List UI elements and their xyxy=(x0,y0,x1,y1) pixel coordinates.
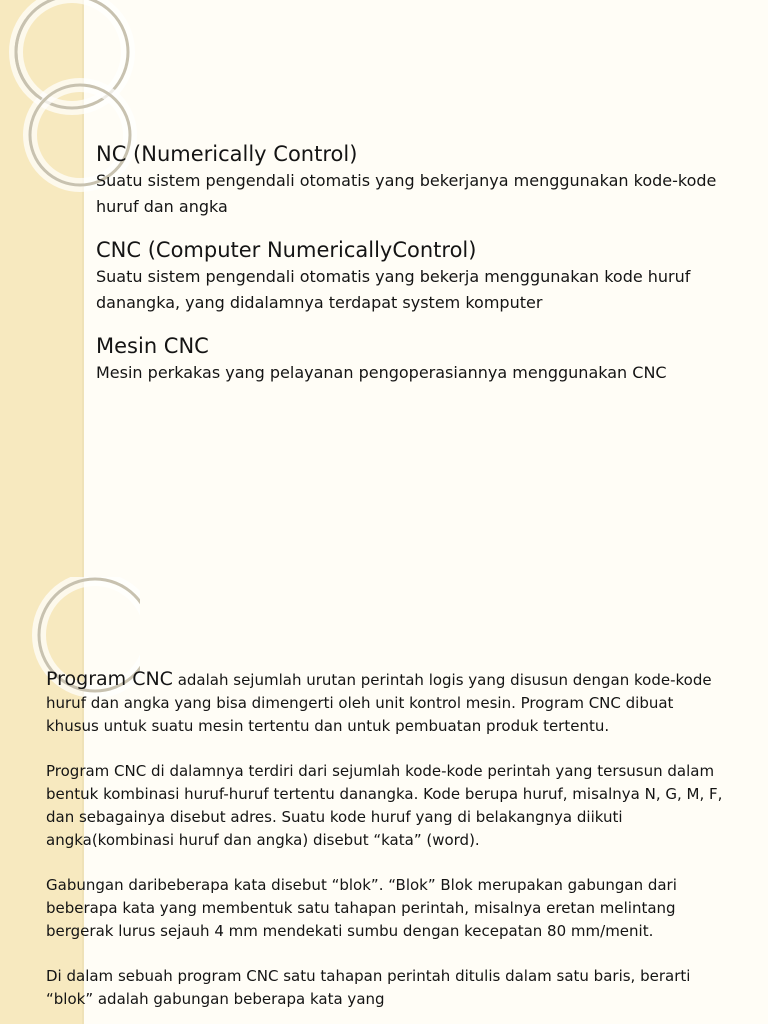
definitions-block xyxy=(96,140,748,402)
definition-heading: NC (Numerically Control) xyxy=(96,142,358,166)
slide-1-side-stripe xyxy=(0,0,84,577)
definition-heading: Mesin CNC xyxy=(96,334,209,358)
definition-description: Suatu sistem pengendali otomatis yang bekerja menggunakan kode huruf danangka, yang didalamnya terdapat system komputer xyxy=(96,267,691,312)
paragraph-1 xyxy=(46,668,728,738)
definition-description: Suatu sistem pengendali otomatis yang bekerjanya menggunakan kode-kode huruf dan angka xyxy=(96,171,717,216)
program-cnc-text xyxy=(46,668,728,1024)
paragraph-lead: Program CNC xyxy=(46,668,173,690)
definition-mesin-cnc xyxy=(96,332,748,386)
paragraph-text: adalah sejumlah urutan perintah logis yang disusun dengan kode-kode huruf dan angka yang bisa dimengerti oleh unit kontrol mesin. Program CNC dibuat khusus untuk suatu mesin tertentu dan untuk pembuatan produk tertentu. xyxy=(46,671,712,735)
definition-cnc xyxy=(96,236,748,316)
definition-nc xyxy=(96,140,748,220)
paragraph-4: Di dalam sebuah program CNC satu tahapan perintah ditulis dalam satu baris, berarti “blok” adalah gabungan beberapa kata yang xyxy=(46,967,691,1008)
paragraph-3: Gabungan daribeberapa kata disebut “blok”. “Blok” Blok merupakan gabungan dari beberapa kata yang membentuk satu tahapan perintah, misalnya eretan melintang bergerak lurus sejauh 4 mm mendekati sumbu dengan kecepatan 80 mm/menit. xyxy=(46,876,677,940)
slide-2 xyxy=(0,577,768,1024)
definition-description: Mesin perkakas yang pelayanan pengoperasiannya menggunakan CNC xyxy=(96,363,667,382)
paragraph-2: Program CNC di dalamnya terdiri dari sejumlah kode-kode perintah yang tersusun dalam bentuk kombinasi huruf-huruf tertentu danangka. Kode berupa huruf, misalnya N, G, M, F, dan sebagainya disebut adres. Suatu kode huruf yang di belakangnya diikuti angka(kombinasi huruf dan angka) disebut “kata” (word). xyxy=(46,762,723,849)
definition-heading: CNC (Computer NumericallyControl) xyxy=(96,238,477,262)
